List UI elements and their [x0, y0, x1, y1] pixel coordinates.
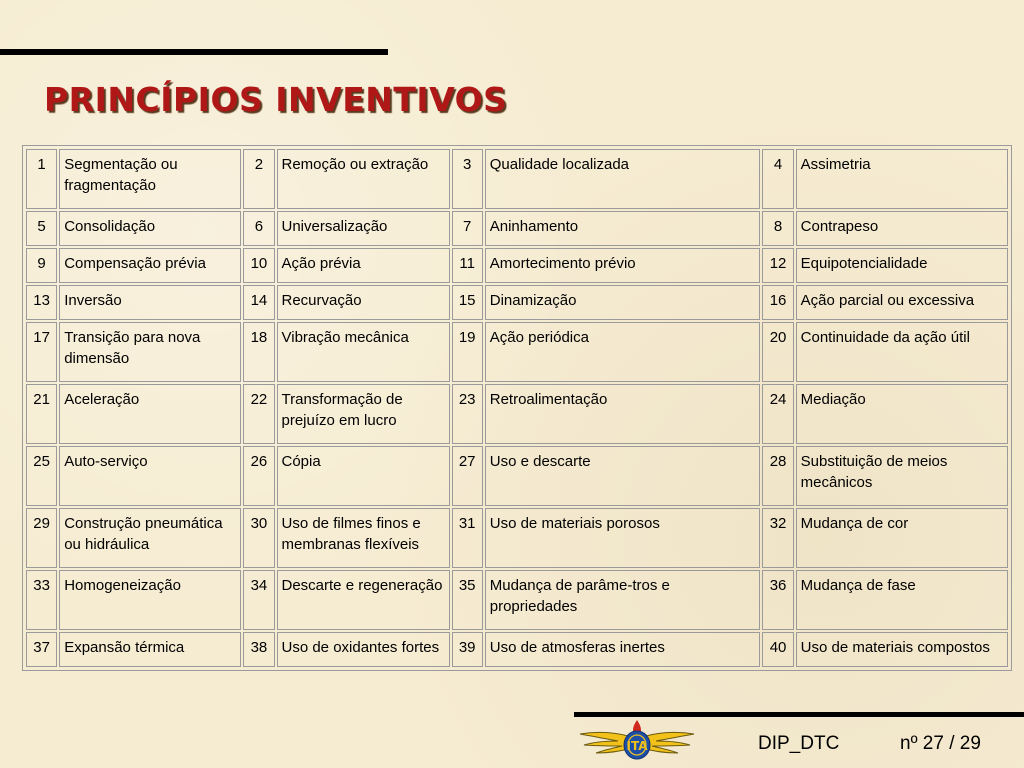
principle-name: Mediação	[796, 384, 1008, 444]
principle-name: Amortecimento prévio	[485, 248, 761, 283]
principle-number: 40	[762, 632, 793, 667]
principle-number: 26	[243, 446, 274, 506]
principle-name: Ação prévia	[277, 248, 450, 283]
principle-name: Uso de atmosferas inertes	[485, 632, 761, 667]
table-row	[26, 508, 1008, 568]
principle-name: Uso de oxidantes fortes	[277, 632, 450, 667]
principle-number: 3	[452, 149, 483, 209]
principle-name: Compensação prévia	[59, 248, 241, 283]
principle-number: 5	[26, 211, 57, 246]
principle-number: 21	[26, 384, 57, 444]
principle-name: Vibração mecânica	[277, 322, 450, 382]
principle-name: Uso e descarte	[485, 446, 761, 506]
slide-title: PRINCÍPIOS INVENTIVOS	[44, 80, 508, 119]
principle-number: 7	[452, 211, 483, 246]
principle-number: 24	[762, 384, 793, 444]
principle-number: 36	[762, 570, 793, 630]
principle-name: Consolidação	[59, 211, 241, 246]
principle-number: 9	[26, 248, 57, 283]
principle-number: 11	[452, 248, 483, 283]
header-divider	[0, 49, 388, 55]
table-row	[26, 322, 1008, 382]
table-row	[26, 384, 1008, 444]
table-row	[26, 149, 1008, 209]
principle-number: 35	[452, 570, 483, 630]
principle-name: Transição para nova dimensão	[59, 322, 241, 382]
principle-number: 27	[452, 446, 483, 506]
principle-number: 32	[762, 508, 793, 568]
principle-number: 20	[762, 322, 793, 382]
principle-name: Universalização	[277, 211, 450, 246]
logo-text: ITA	[626, 739, 648, 753]
principle-name: Uso de filmes finos e membranas flexíveis	[277, 508, 450, 568]
principles-table-frame	[22, 145, 1012, 671]
principle-name: Assimetria	[796, 149, 1008, 209]
footer-divider	[574, 712, 1024, 717]
table-row	[26, 570, 1008, 630]
principle-number: 19	[452, 322, 483, 382]
principle-name: Qualidade localizada	[485, 149, 761, 209]
page-number: nº 27 / 29	[900, 733, 981, 754]
principle-number: 34	[243, 570, 274, 630]
principle-number: 33	[26, 570, 57, 630]
principle-name: Inversão	[59, 285, 241, 320]
principle-number: 28	[762, 446, 793, 506]
principle-number: 2	[243, 149, 274, 209]
principle-name: Substituição de meios mecânicos	[796, 446, 1008, 506]
principle-number: 17	[26, 322, 57, 382]
principle-name: Ação parcial ou excessiva	[796, 285, 1008, 320]
principle-number: 38	[243, 632, 274, 667]
principles-table	[24, 147, 1010, 669]
table-row	[26, 248, 1008, 283]
principle-name: Dinamização	[485, 285, 761, 320]
principle-name: Descarte e regeneração	[277, 570, 450, 630]
principle-name: Homogeneização	[59, 570, 241, 630]
principle-name: Ação periódica	[485, 322, 761, 382]
principle-number: 30	[243, 508, 274, 568]
principle-number: 4	[762, 149, 793, 209]
principle-number: 39	[452, 632, 483, 667]
principle-number: 29	[26, 508, 57, 568]
table-row	[26, 446, 1008, 506]
principle-name: Equipotencialidade	[796, 248, 1008, 283]
principle-name: Mudança de fase	[796, 570, 1008, 630]
principle-number: 23	[452, 384, 483, 444]
principle-number: 1	[26, 149, 57, 209]
footer-label: DIP_DTC	[758, 733, 840, 754]
principle-name: Uso de materiais compostos	[796, 632, 1008, 667]
principle-number: 13	[26, 285, 57, 320]
principle-name: Aninhamento	[485, 211, 761, 246]
table-row	[26, 632, 1008, 667]
principle-number: 22	[243, 384, 274, 444]
principles-table-body	[26, 149, 1008, 667]
principle-number: 10	[243, 248, 274, 283]
principle-name: Construção pneumática ou hidráulica	[59, 508, 241, 568]
table-row	[26, 285, 1008, 320]
principle-number: 31	[452, 508, 483, 568]
principle-name: Mudança de cor	[796, 508, 1008, 568]
principle-number: 14	[243, 285, 274, 320]
principle-name: Auto-serviço	[59, 446, 241, 506]
principle-number: 18	[243, 322, 274, 382]
principle-number: 15	[452, 285, 483, 320]
principle-number: 25	[26, 446, 57, 506]
principle-name: Cópia	[277, 446, 450, 506]
ita-winged-emblem-icon	[578, 718, 696, 764]
principle-name: Aceleração	[59, 384, 241, 444]
principle-number: 12	[762, 248, 793, 283]
principle-number: 37	[26, 632, 57, 667]
principle-name: Transformação de prejuízo em lucro	[277, 384, 450, 444]
principle-name: Expansão térmica	[59, 632, 241, 667]
principle-name: Continuidade da ação útil	[796, 322, 1008, 382]
principle-name: Remoção ou extração	[277, 149, 450, 209]
principle-name: Segmentação ou fragmentação	[59, 149, 241, 209]
principle-name: Mudança de parâme-tros e propriedades	[485, 570, 761, 630]
principle-number: 6	[243, 211, 274, 246]
principle-name: Contrapeso	[796, 211, 1008, 246]
principle-name: Uso de materiais porosos	[485, 508, 761, 568]
principle-number: 8	[762, 211, 793, 246]
principle-name: Recurvação	[277, 285, 450, 320]
principle-name: Retroalimentação	[485, 384, 761, 444]
table-row	[26, 211, 1008, 246]
principle-number: 16	[762, 285, 793, 320]
